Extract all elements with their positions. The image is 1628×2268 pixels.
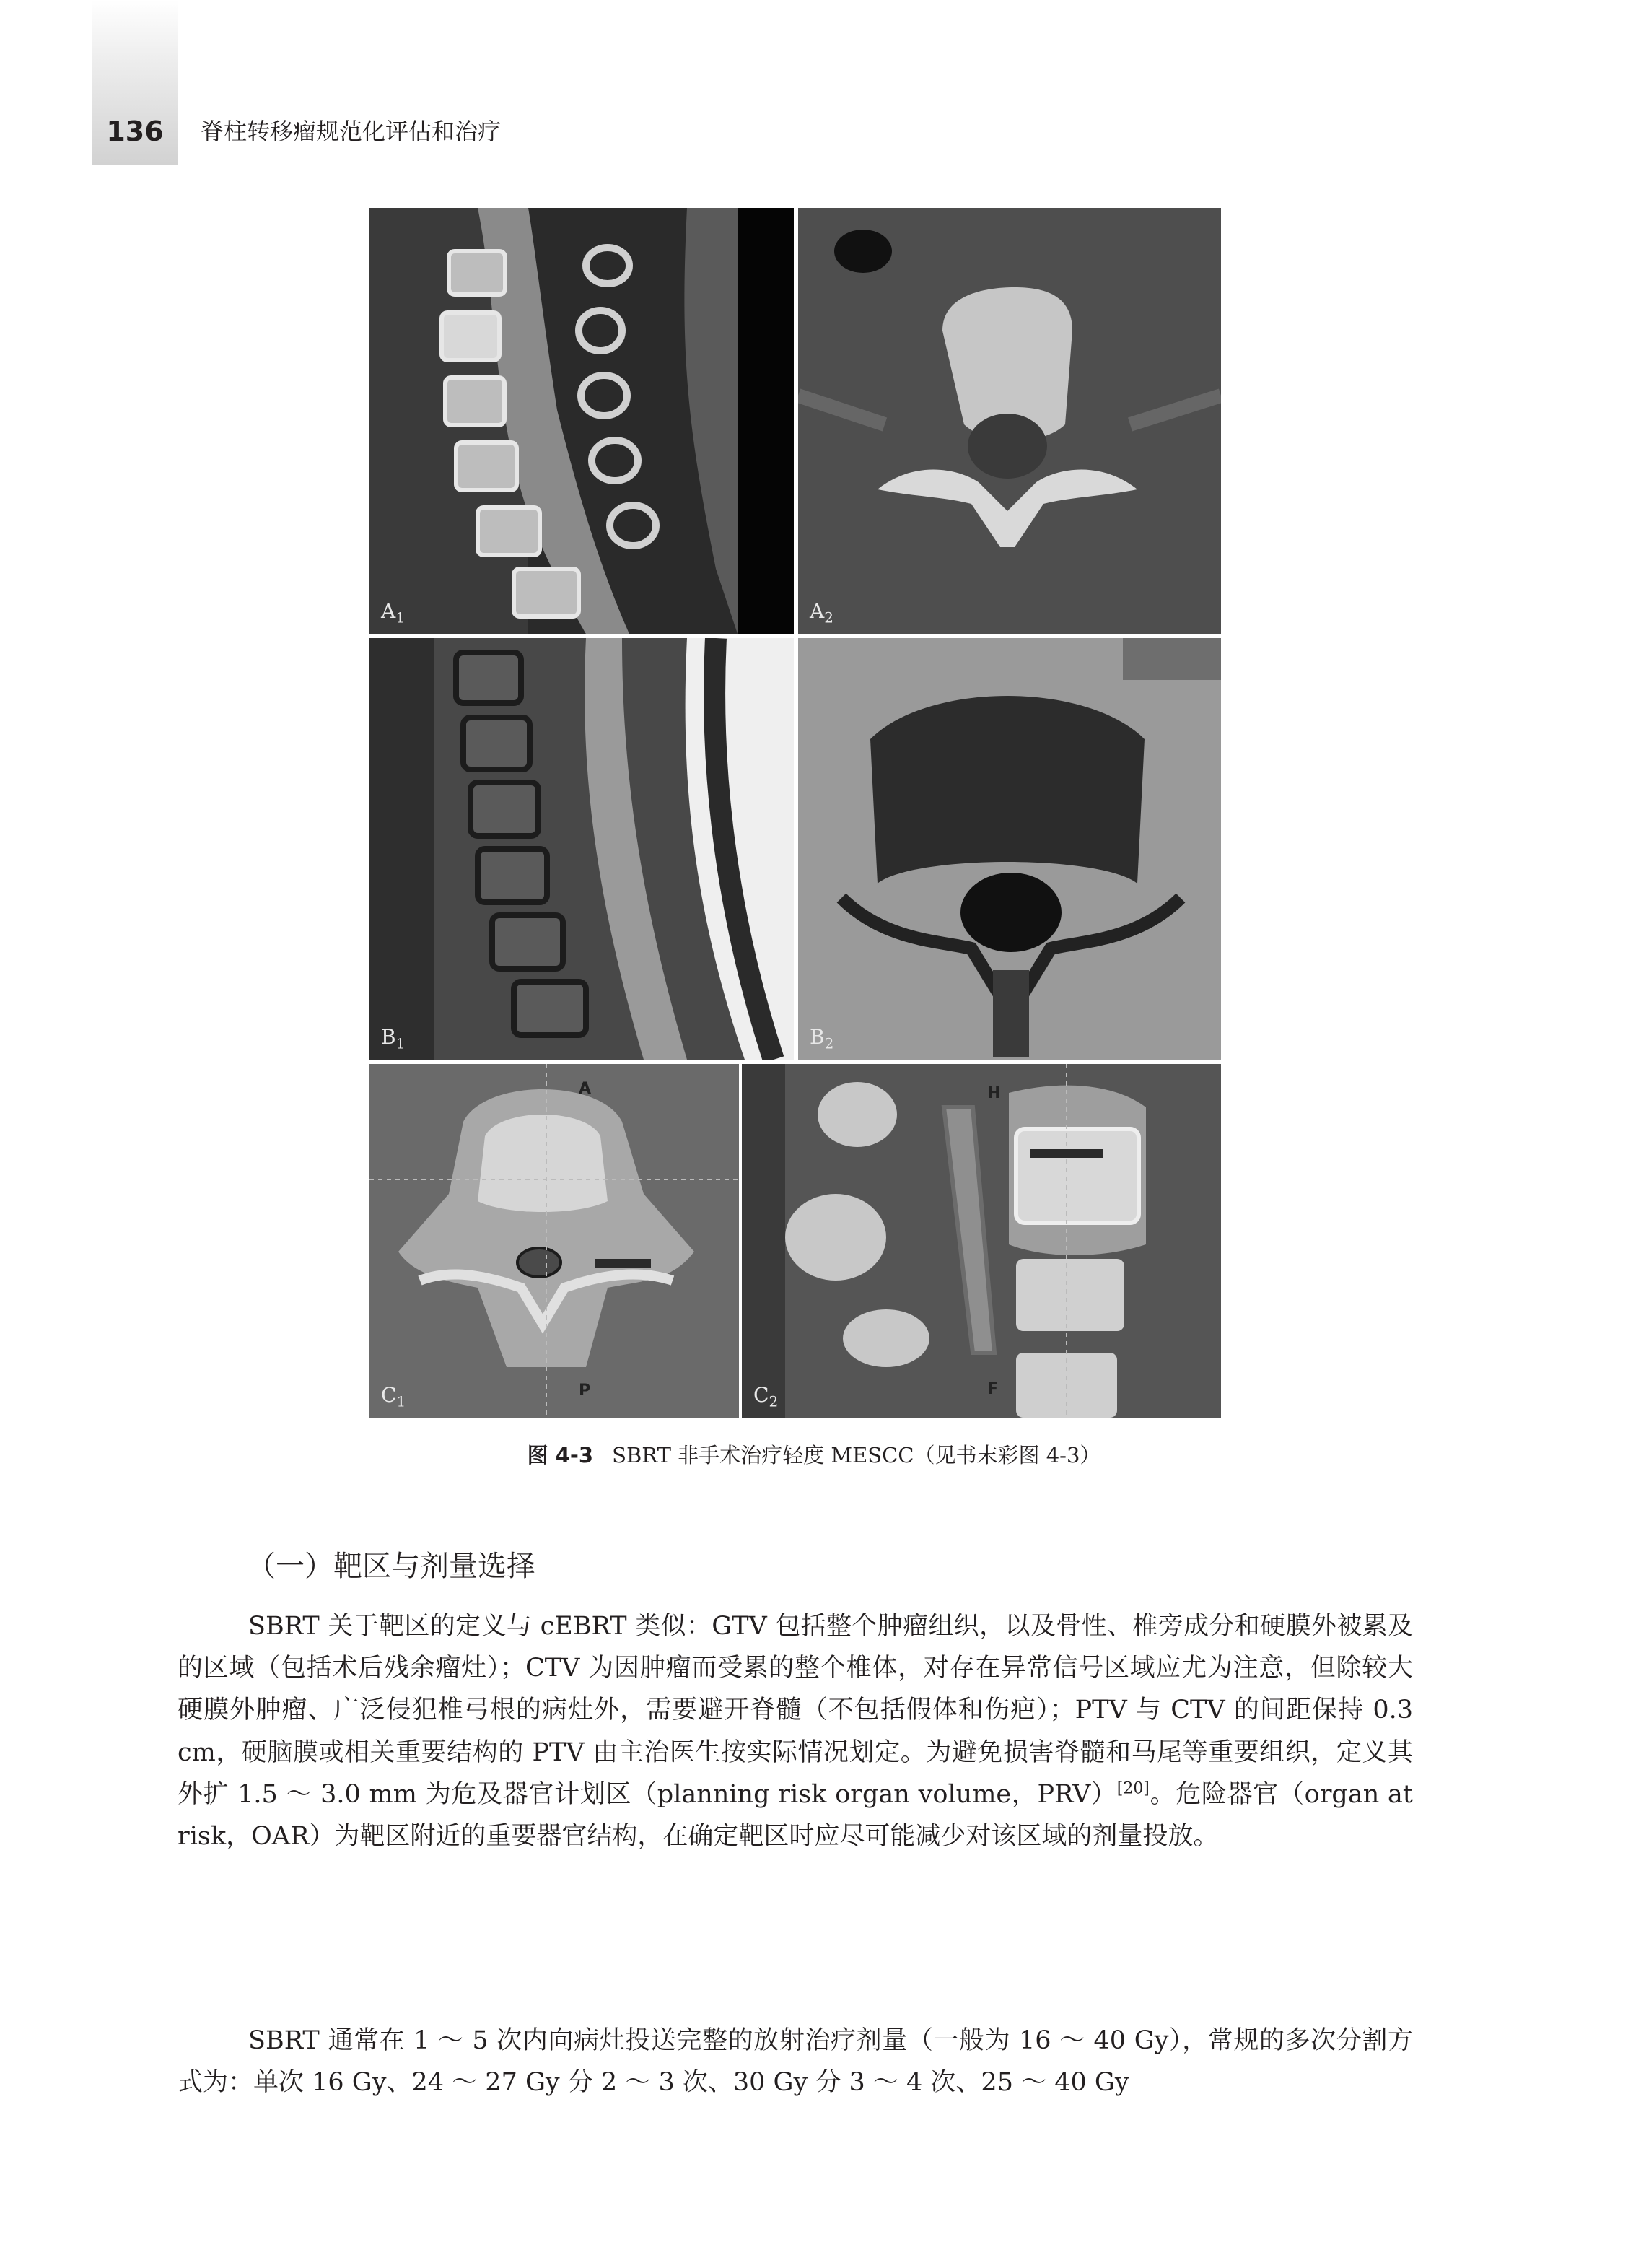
panel-label-a1: $A_1$ <box>381 599 405 627</box>
panel-a2-ct-axial <box>798 208 1221 634</box>
panel-c2-sbrt-sagittal <box>742 1064 1221 1418</box>
panel-a1-ct-sagittal <box>369 208 794 634</box>
paragraph-dose-fractionation: SBRT 通常在 1 ～ 5 次内向病灶投送完整的放射治疗剂量（一般为 16 ～ 40 Gy），常规的多次分割方式为：单次 16 Gy、24 ～ 27 Gy 分 2 ～ 3 次、30 Gy 分 3 ～ 4 次、25 ～ 40 Gy <box>178 2026 1413 2098</box>
panel-label-c1: $C_1$ <box>381 1383 406 1410</box>
figure-caption-id: 图 4-3 <box>527 1443 594 1467</box>
figure-4-3 <box>369 208 1221 1418</box>
sbrt-axial-image <box>369 1064 739 1418</box>
panel-label-c2: $C_2$ <box>753 1383 779 1410</box>
figure-caption-text: SBRT 非手术治疗轻度 MESCC（见书末彩图 4-3） <box>612 1443 1101 1467</box>
running-title: 脊柱转移瘤规范化评估和治疗 <box>201 118 502 145</box>
orientation-marker-foot: F <box>987 1380 999 1398</box>
panel-c1-sbrt-axial <box>369 1064 739 1418</box>
figure-caption <box>0 1441 1628 1470</box>
panel-b2-mri-axial <box>798 638 1221 1060</box>
orientation-marker-anterior: A <box>579 1080 592 1098</box>
panel-label-b1: $B_1$ <box>381 1025 406 1052</box>
ct-sagittal-image <box>369 208 794 634</box>
mri-axial-image <box>798 638 1221 1060</box>
ct-axial-image <box>798 208 1221 634</box>
panel-label-b2: $B_2$ <box>810 1025 834 1052</box>
panel-b1-mri-sagittal <box>369 638 794 1060</box>
sbrt-sagittal-image <box>742 1064 1221 1418</box>
citation-ref: [20] <box>1116 1779 1150 1798</box>
section-heading: （一）靶区与剂量选择 <box>247 1550 535 1583</box>
page-number: 136 <box>106 115 164 147</box>
mri-sagittal-image <box>369 638 794 1060</box>
panel-label-a2: $A_2$ <box>810 599 833 627</box>
orientation-marker-head: H <box>987 1084 1001 1102</box>
orientation-marker-posterior: P <box>579 1382 591 1400</box>
paragraph-target-definition: SBRT 关于靶区的定义与 cEBRT 类似：GTV 包括整个肿瘤组织，以及骨性、椎旁成分和硬膜外被累及的区域（包括术后残余瘤灶）；CTV 为因肿瘤而受累的整个椎体，对存在异常信号区域应尤为注意，但除较大硬膜外肿瘤、广泛侵犯椎弓根的病灶外，需要避开脊髓（不包括假体和伤疤）；PTV 与 CTV 的间距保持 0.3 cm，硬脑膜或相关重要结构的 PTV 由主治医生按实际情况划定。为避免损害脊髓和马尾等重要组织，定义其外扩 1.5 ～ 3.0 mm 为危及器官计划区（planning risk organ volume，PRV）[20]。危险器官（organ at risk，OAR）为靶区附近的重要器官结构，在确定靶区时应尽可能减少对该区域的剂量投放。 <box>178 1612 1413 1852</box>
